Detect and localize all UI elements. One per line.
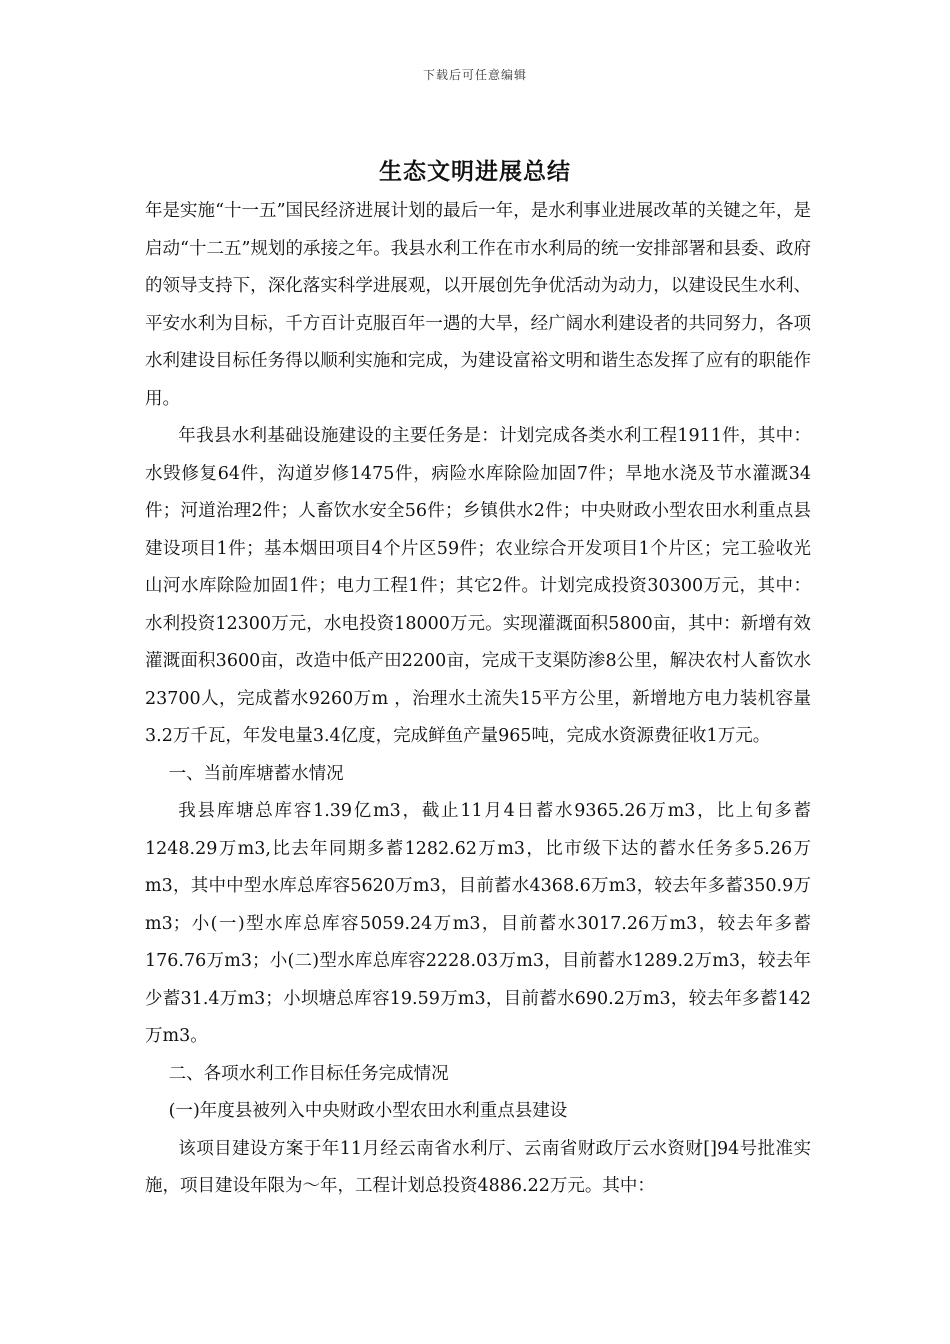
paragraph-project-plan: 该项目建设方案于年11月经云南省水利厅、云南省财政厅云水资财[]94号批准实施，项目建设年限为～年，工程计划总投资4886.22万元。其中：: [145, 1138, 811, 1196]
paragraph-main-tasks: 年我县水利基础设施建设的主要任务是：计划完成各类水利工程1911件，其中：水毁修复64件，沟道岁修1475件，病险水库除险加固7件；旱地水浇及节水灌溉34件；河道治理2件；人畜饮水安全56件；乡镇供水2件；中央财政小型农田水利重点县建设项目1件；基本烟田项目4个片区59件；农业综合开发项目1个片区；完工验收光山河水库除险加固1件；电力工程1件；其它2件。计划完成投资30300万元，其中：水利投资12300万元，水电投资18000万元。实现灌溉面积5800亩，其中：新增有效灌溉面积3600亩，改造中低产田2200亩，完成干支渠防渗8公里，解决农村人畜饮水23700人，完成蓄水9260万m ，治理水土流失15平方公里，新增地方电力装机容量3.2万千瓦，年发电量3.4亿度，完成鲜鱼产量965吨，完成水资源费征收1万元。: [145, 426, 811, 746]
document-body: [145, 193, 811, 1206]
section-heading-storage: 一、当前库塘蓄水情况: [168, 763, 344, 784]
subsection-heading-key-county: (一)年度县被列入中央财政小型农田水利重点县建设: [168, 1101, 568, 1121]
paragraph-storage: 我县库塘总库容1.39亿m3，截止11月4日蓄水9365.26万m3，比上旬多蓄1248.29万m3,比去年同期多蓄1282.62万m3，比市级下达的蓄水任务多5.26万m3，其中中型水库总库容5620万m3，目前蓄水4368.6万m3，较去年多蓄350.9万m3；小(一)型水库总库容5059.24万m3，目前蓄水3017.26万m3，较去年多蓄176.76万m3；小(二)型水库总库容2228.03万m3，目前蓄水1289.2万m3，较去年少蓄31.4万m3；小坝塘总库容19.59万m3，目前蓄水690.2万m3，较去年多蓄142万m3。: [145, 801, 811, 1046]
section-heading-targets: 二、各项水利工作目标任务完成情况: [168, 1063, 449, 1084]
paragraph-intro: 年是实施“十一五”国民经济进展计划的最后一年，是水利事业进展改革的关键之年，是启动“十二五”规划的承接之年。我县水利工作在市水利局的统一安排部署和县委、政府的领导支持下，深化落实科学进展观，以开展创先争优活动为动力，以建设民生水利、平安水利为目标，千方百计克服百年一遇的大旱，经广阔水利建设者的共同努力，各项水利建设目标任务得以顺利实施和完成，为建设富裕文明和谐生态发挥了应有的职能作用。: [145, 201, 811, 409]
header-note: 下载后可任意编辑: [422, 68, 527, 82]
document-title: 生态文明进展总结: [379, 158, 571, 185]
